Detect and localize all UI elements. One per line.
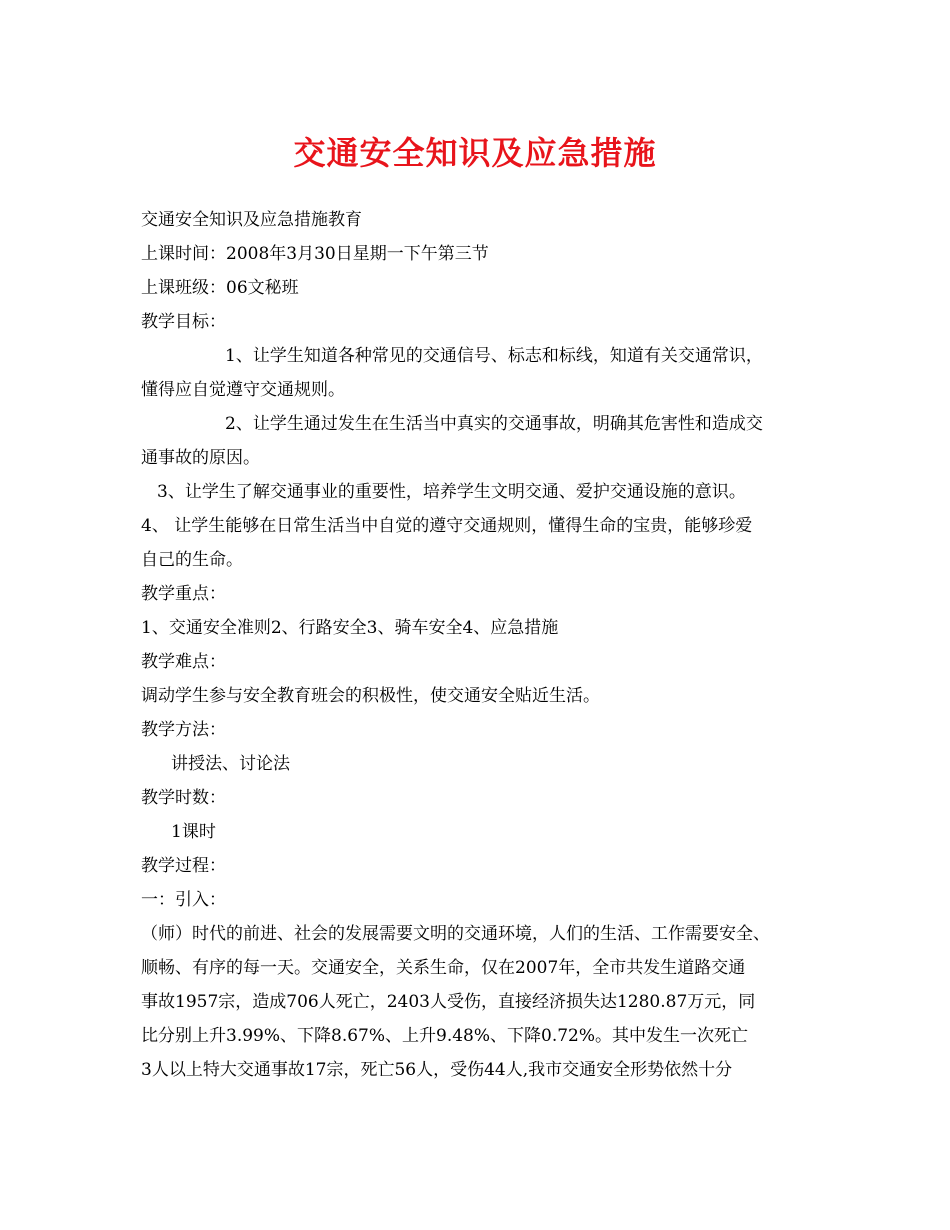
course-title-line: 交通安全知识及应急措施教育 (141, 210, 362, 230)
class-time-line: 上课时间：2008年3月30日星期一下午第三节 (141, 244, 489, 264)
intro-paragraph-line-4: 比分别上升3.99%、下降8.67%、上升9.48%、下降0.72%。其中发生一次死亡 (141, 1026, 749, 1046)
objective-1-cont: 懂得应自觉遵守交通规则。 (141, 380, 345, 400)
intro-paragraph-line-2: 顺畅、有序的每一天。交通安全，关系生命，仅在2007年，全市共发生道路交通 (141, 958, 746, 978)
objective-2-line: 2、让学生通过发生在生活当中真实的交通事故，明确其危害性和造成交 (225, 414, 763, 434)
intro-paragraph-line-3: 事故1957宗，造成706人死亡，2403人受伤，直接经济损失达1280.87万元，同 (141, 992, 756, 1012)
hours-line: 1课时 (171, 822, 216, 842)
difficulties-line: 调动学生参与安全教育班会的积极性，使交通安全贴近生活。 (141, 686, 600, 706)
objective-3-line: 3、让学生了解交通事业的重要性，培养学生文明交通、爱护交通设施的意识。 (157, 482, 746, 502)
document-title: 交通安全知识及应急措施 (293, 134, 657, 172)
hours-heading: 教学时数： (141, 788, 226, 808)
methods-heading: 教学方法： (141, 720, 226, 740)
objective-2-cont: 通事故的原因。 (141, 448, 260, 468)
class-name-line: 上课班级：06文秘班 (141, 278, 299, 298)
objective-4-line: 4、 让学生能够在日常生活当中自觉的遵守交通规则，懂得生命的宝贵，能够珍爱 (141, 516, 753, 536)
difficulties-heading: 教学难点： (141, 652, 226, 672)
document-body (141, 203, 831, 1087)
objective-4-cont: 自己的生命。 (141, 550, 243, 570)
key-points-line: 1、交通安全准则2、行路安全3、骑车安全4、应急措施 (141, 618, 559, 638)
intro-paragraph-line-5: 3人以上特大交通事故17宗，死亡56人，受伤44人,我市交通安全形势依然十分 (141, 1060, 733, 1080)
objective-1-line: 1、让学生知道各种常见的交通信号、标志和标线，知道有关交通常识， (225, 346, 763, 366)
intro-heading: 一：引入： (141, 890, 226, 910)
methods-line: 讲授法、讨论法 (171, 754, 290, 774)
intro-paragraph-line-1: （师）时代的前进、社会的发展需要文明的交通环境，人们的生活、工作需要安全、 (141, 924, 770, 944)
process-heading: 教学过程： (141, 856, 226, 876)
objectives-heading: 教学目标： (141, 312, 226, 332)
key-points-heading: 教学重点： (141, 584, 226, 604)
